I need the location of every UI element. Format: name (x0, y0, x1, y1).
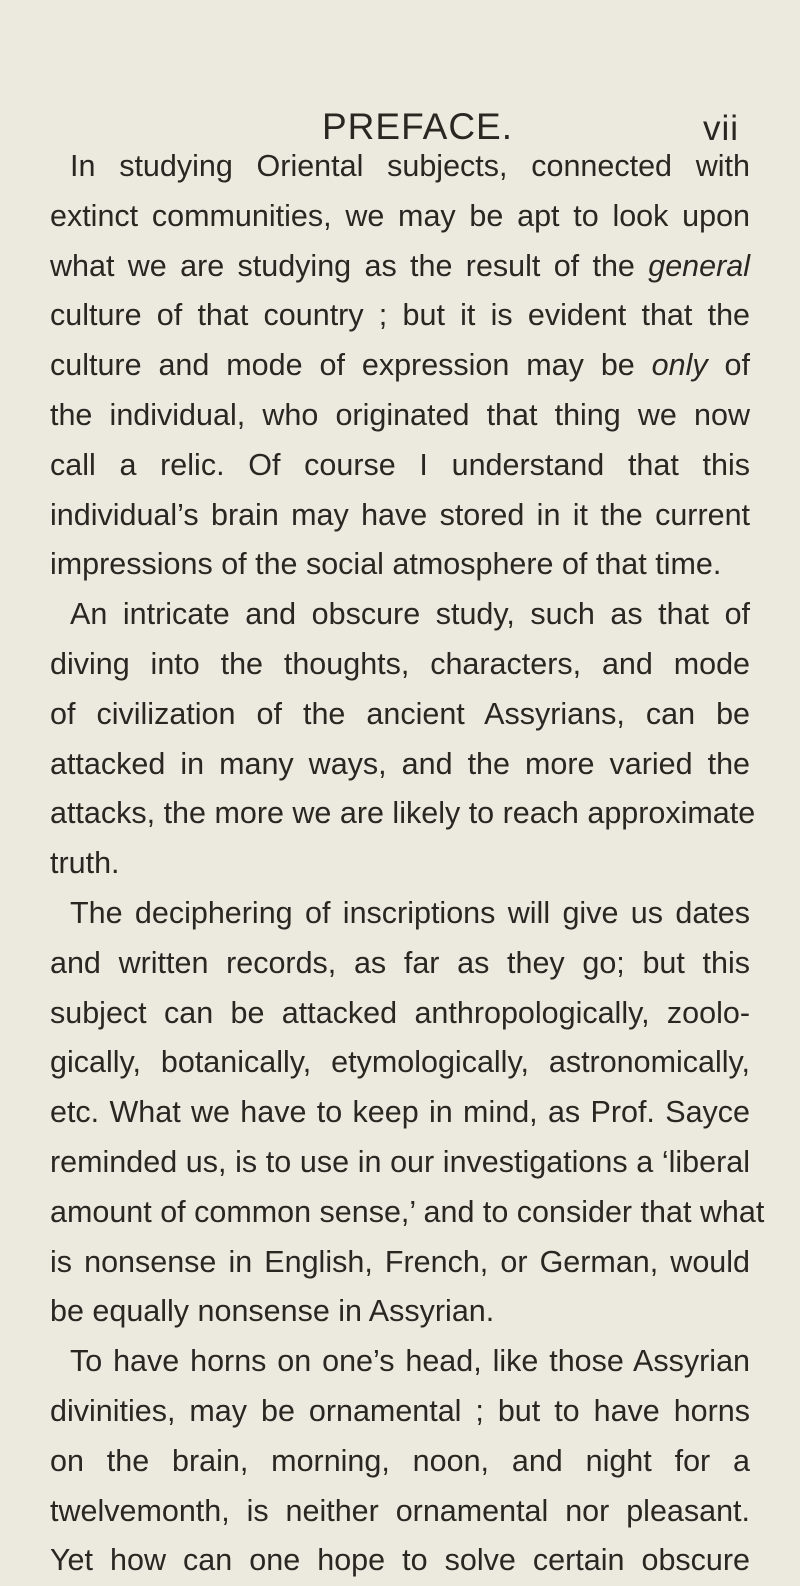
page-number: vii (703, 109, 740, 148)
text-line: twelvemonth, is neither ornamental nor pleasant. (50, 1493, 750, 1528)
text-line: gically, botanically, etymologically, astronomically, (50, 1045, 750, 1080)
text-line: diving into the thoughts, characters, and mode (50, 646, 750, 681)
text-line: truth. (50, 846, 120, 881)
text-line (50, 341, 750, 391)
body-text (50, 142, 765, 1586)
text-line: is nonsense in English, French, or German, would (50, 1244, 750, 1279)
text-run: what we are studying as the result of the (50, 248, 649, 283)
text-run: culture and mode of expression may be (50, 348, 652, 383)
text-line: In studying Oriental subjects, connected with (70, 149, 750, 183)
running-head-title: PREFACE. (322, 106, 513, 147)
text-line (50, 242, 750, 292)
text-line: To have horns on one’s head, like those Assyrian (70, 1344, 750, 1379)
text-line: the individual, who originated that thing we now (50, 397, 750, 432)
italic-emphasis: only (651, 348, 708, 383)
italic-emphasis: general (648, 248, 750, 283)
text-line: individual’s brain may have stored in it the current (50, 497, 750, 532)
text-line: subject can be attacked anthropologically, zoolo- (50, 995, 750, 1030)
text-line: amount of common sense,’ and to consider that what (50, 1194, 765, 1229)
text-line: An intricate and obscure study, such as that of (70, 597, 750, 632)
text-line: attacks, the more we are likely to reach approximate (50, 796, 756, 831)
text-line: culture of that country ; but it is evident that the (50, 298, 750, 333)
text-line: Yet how can one hope to solve certain obscure (50, 1543, 750, 1578)
text-line: on the brain, morning, noon, and night for a (50, 1443, 750, 1478)
text-line: call a relic. Of course I understand that this (50, 447, 750, 482)
text-line: and written records, as far as they go; but this (50, 945, 750, 980)
text-line: impressions of the social atmosphere of that time. (50, 547, 722, 582)
text-line: be equally nonsense in Assyrian. (50, 1294, 495, 1329)
text-line: reminded us, is to use in our investigations a ‘liberal (50, 1144, 750, 1179)
text-line: etc. What we have to keep in mind, as Prof. Sayce (50, 1095, 750, 1130)
text-line: The deciphering of inscriptions will give us dates (70, 895, 750, 930)
text-line: extinct communities, we may be apt to look upon (50, 198, 750, 233)
text-line: of civilization of the ancient Assyrians, can be (50, 696, 750, 731)
text-line: attacked in many ways, and the more varied the (50, 746, 750, 781)
text-run: of (707, 348, 750, 383)
text-line: divinities, may be ornamental ; but to have horns (50, 1393, 750, 1428)
